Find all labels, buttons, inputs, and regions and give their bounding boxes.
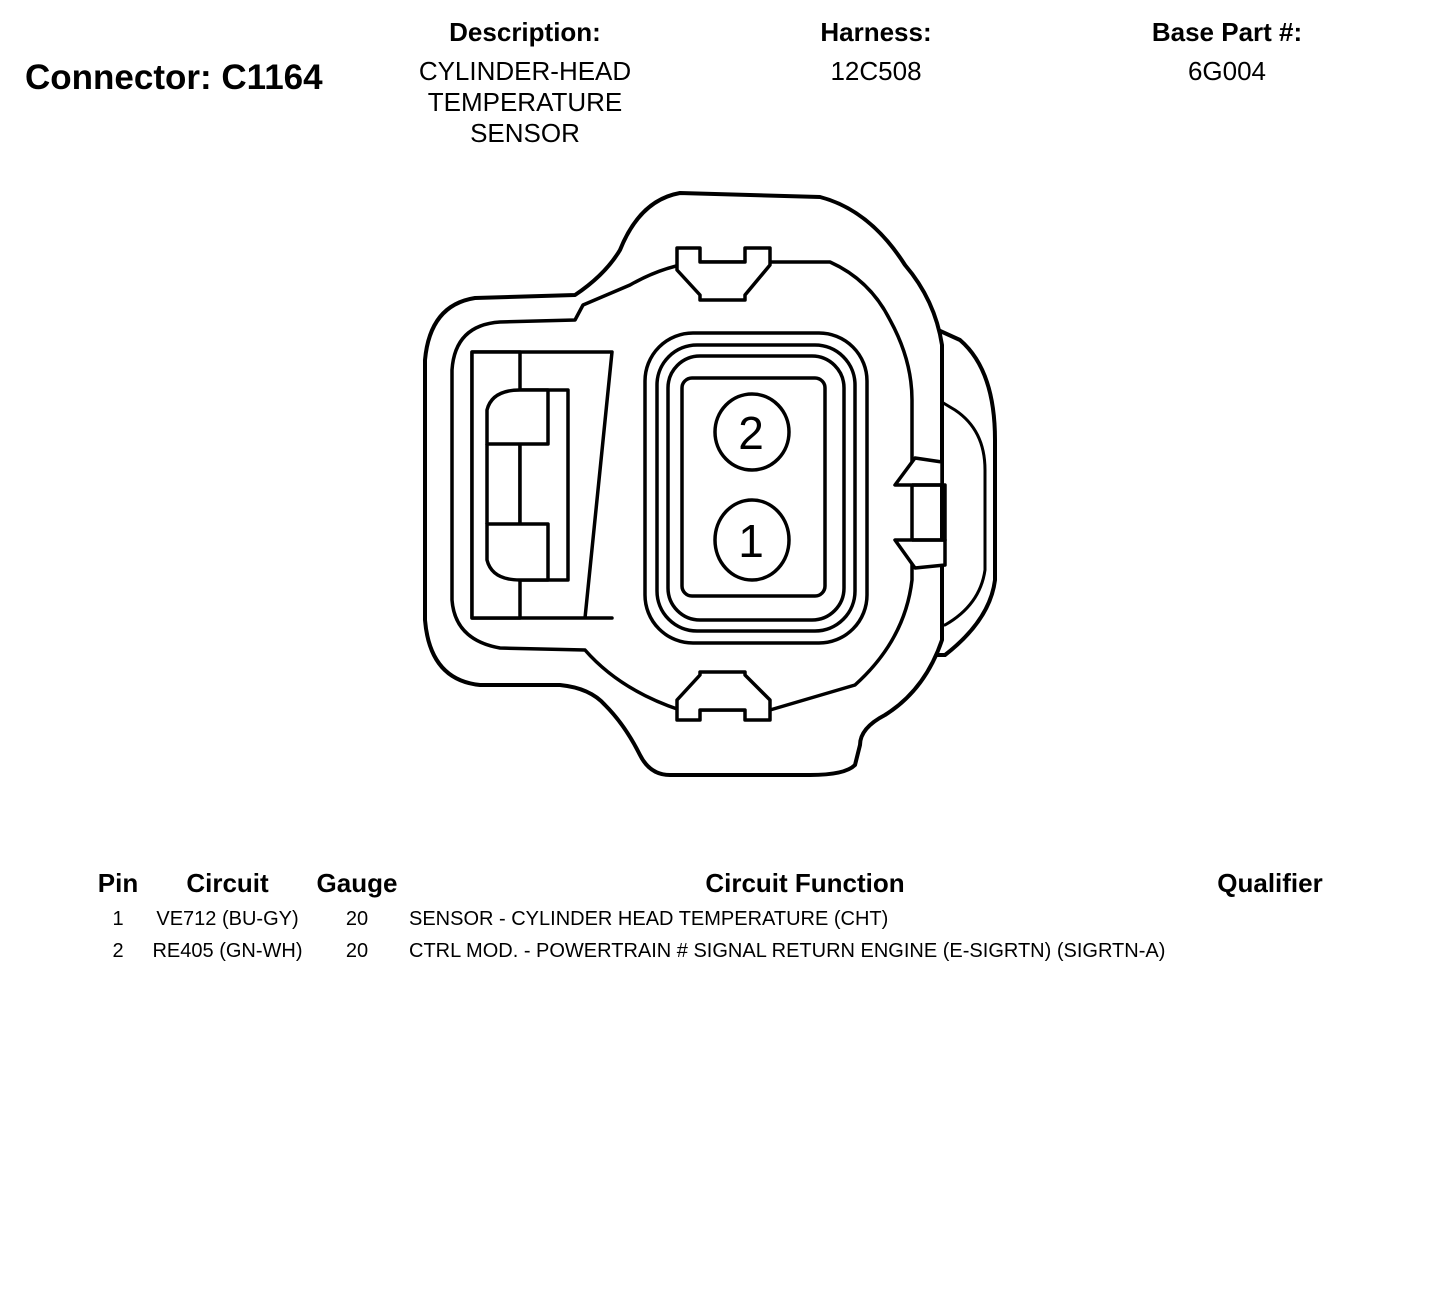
column-header-pin: Pin <box>97 868 139 898</box>
description-line: SENSOR <box>470 118 580 148</box>
description-line: CYLINDER-HEAD <box>418 56 632 86</box>
row-circuit: VE712 (BU-GY) <box>156 908 299 930</box>
row-gauge: 20 <box>345 908 369 930</box>
row-pin: 1 <box>112 908 124 930</box>
harness-value: 12C508 <box>830 56 922 86</box>
harness-label: Harness: <box>820 17 932 47</box>
pin-1-label: 1 <box>738 515 764 567</box>
column-header-circuit-function: Circuit Function <box>705 868 905 898</box>
row-pin: 2 <box>112 940 124 962</box>
connector-left-lock-ridge <box>487 390 548 444</box>
row-circuit-function: SENSOR - CYLINDER HEAD TEMPERATURE (CHT) <box>409 908 889 930</box>
row-gauge: 20 <box>345 940 369 962</box>
base-part-label: Base Part #: <box>1151 17 1303 47</box>
row-circuit-function: CTRL MOD. - POWERTRAIN # SIGNAL RETURN ENGINE (E-SIGRTN) (SIGRTN-A) <box>409 940 1166 962</box>
column-header-circuit: Circuit <box>186 868 269 898</box>
base-part-value: 6G004 <box>1187 56 1267 86</box>
column-header-qualifier: Qualifier <box>1217 868 1323 898</box>
description-label: Description: <box>449 17 601 47</box>
column-header-gauge: Gauge <box>316 868 398 898</box>
connector-left-lock-ridge <box>487 524 548 580</box>
pin-2-label: 2 <box>738 407 764 459</box>
connector-title: Connector: C1164 <box>25 58 323 97</box>
row-circuit: RE405 (GN-WH) <box>152 940 303 962</box>
description-line: TEMPERATURE <box>427 87 623 117</box>
